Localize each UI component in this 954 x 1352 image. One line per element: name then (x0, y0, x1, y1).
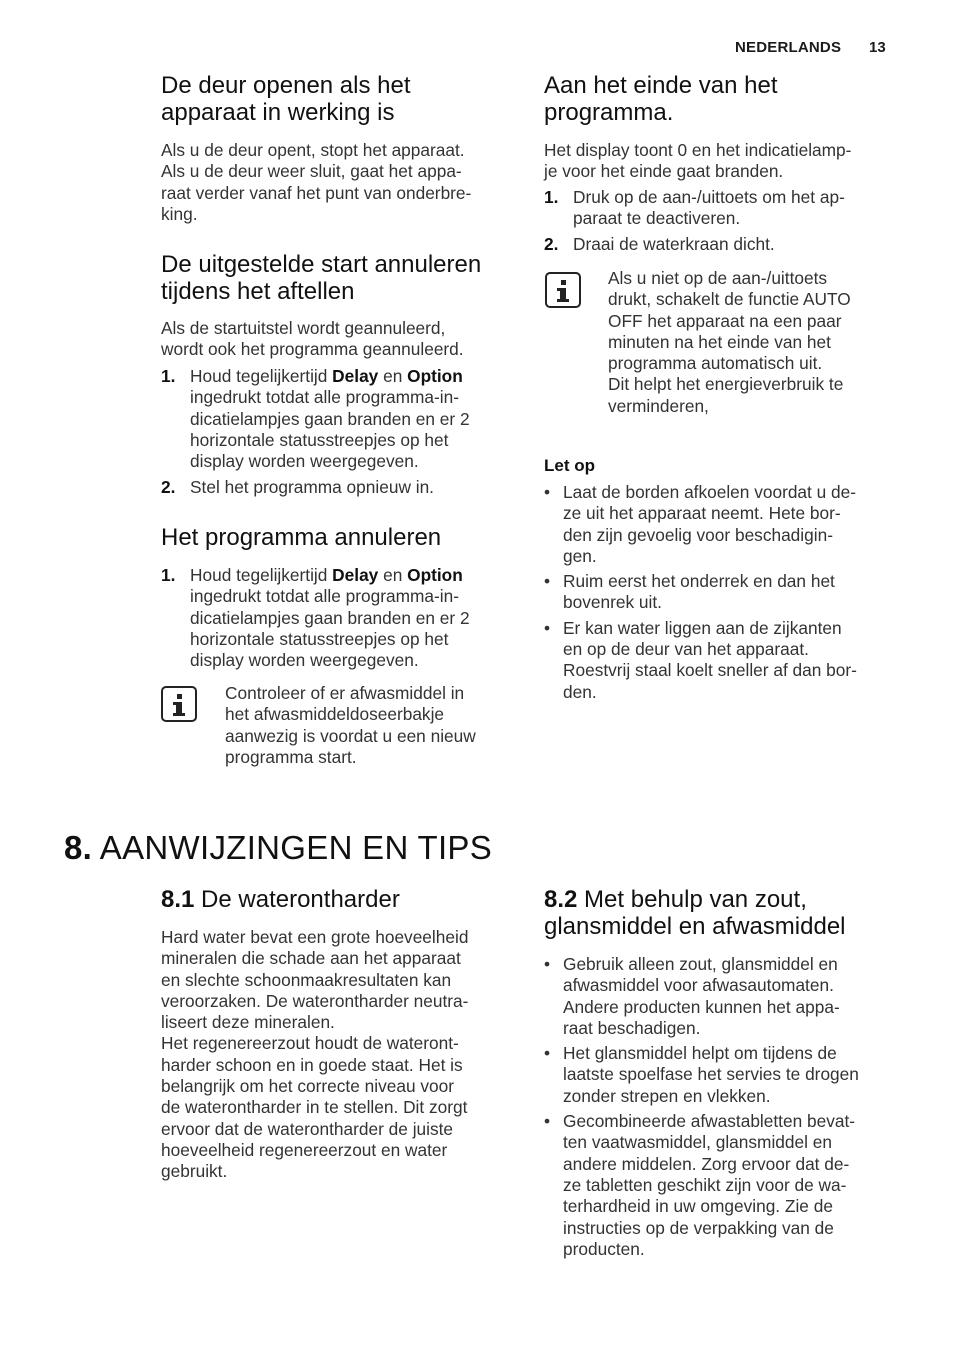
note-auto-off: Als u niet op de aan-/uittoets drukt, schakelt de functie AUTO OFF het apparaat na een paar minuten na het einde van het programma automatisch uit. Dit helpt het energieverbruik te verminderen, (608, 268, 851, 416)
option-key-label: Option (407, 565, 463, 585)
list-item: 1. Druk op de aan-/uittoets om het ap- paraat te deactiveren. (544, 187, 845, 229)
list-item: • Gecombineerde afwastabletten bevat- ten vaatwasmiddel, glansmiddel en andere middelen. Zorg ervoor dat de- ze tabletten geschikt zijn voor de wa- terhardheid in uw omgeving. Zie de instructies op de verpakking van de producten. (544, 1111, 856, 1259)
list-item: • Het glansmiddel helpt om tijdens de laatste spoelfase het servies te drogen zonder strepen en vlekken. (544, 1043, 859, 1106)
caution-list (544, 482, 857, 703)
section-title-door-open: De deur openen als het apparaat in werking is (161, 72, 411, 126)
delay-key-label: Delay (332, 366, 379, 386)
section-title-end-of-program: Aan het einde van het programma. (544, 72, 778, 126)
section-title-cancel-program: Het programma annuleren (161, 524, 442, 551)
section-intro-cancel-delay: Als de startuitstel wordt geannuleerd, wordt ook het programma geannuleerd. (161, 318, 464, 360)
steps-end-of-program (544, 187, 845, 255)
list-item: 2. Draai de waterkraan dicht. (544, 233, 775, 254)
list-item: • Laat de borden afkoelen voordat u de- ze uit het apparaat neemt. Hete bor- den zijn gevoelig voor beschadigin- gen. (544, 482, 857, 566)
section-title-cancel-delay: De uitgestelde start annuleren tijdens het aftellen (161, 251, 482, 305)
option-key-label: Option (407, 366, 463, 386)
steps-cancel-program (161, 565, 470, 671)
section-title-salt-rinse-detergent: 8.2 Met behulp van zout, glansmiddel en afwasmiddel (544, 886, 846, 940)
section-body-water-softener: Hard water bevat een grote hoeveelheid mineralen die schade aan het apparaat en slechte schoonmaakresultaten kan veroorzaken. De waterontharder neutra- liseert deze mineralen. Het regenereerzout houdt de wateront- harder schoon en in goede staat. Het is belangrijk om het correcte niveau voor de waterontharder in te stellen. Dit zorgt ervoor dat de waterontharder de juiste hoeveelheid regenereerzout en water gebruikt. (161, 927, 469, 1182)
delay-key-label: Delay (332, 565, 379, 585)
info-icon (545, 272, 581, 308)
note-detergent-check: Controleer of er afwasmiddel in het afwasmiddeldoseerbakje aanwezig is voordat u een nieuw programma start. (225, 683, 476, 767)
list-item: • Gebruik alleen zout, glansmiddel en afwasmiddel voor afwasautomaten. Andere producten kunnen het appa- raat beschadigen. (544, 954, 840, 1038)
list-item: 2. Stel het programma opnieuw in. (161, 477, 434, 498)
chapter-title: 8. AANWIJZINGEN EN TIPS (64, 829, 493, 866)
section-intro-end-of-program: Het display toont 0 en het indicatielamp- je voor het einde gaat branden. (544, 140, 852, 182)
header-language: NEDERLANDS (735, 39, 842, 56)
list-item: 1. Houd tegelijkertijd Delay en Option ingedrukt totdat alle programma-in- dicatielampjes gaan branden en er 2 horizontale statusstreepjes op het display worden weergegeven. (161, 366, 470, 472)
list-item: • Ruim eerst het onderrek en dan het bovenrek uit. (544, 571, 835, 613)
page-number: 13 (869, 39, 886, 56)
caution-label: Let op (544, 456, 595, 475)
section-title-water-softener: 8.1 De waterontharder (161, 886, 400, 913)
info-icon (161, 686, 197, 722)
salt-rinse-detergent-list (544, 954, 859, 1260)
section-body-door-open: Als u de deur opent, stopt het apparaat. Als u de deur weer sluit, gaat het appa- raat verder vanaf het punt van onderbre- king. (161, 140, 472, 224)
list-item: • Er kan water liggen aan de zijkanten en op de deur van het apparaat. Roestvrij staal koelt sneller af dan bor- den. (544, 617, 857, 702)
list-item: 1. Houd tegelijkertijd Delay en Option ingedrukt totdat alle programma-in- dicatielampjes gaan branden en er 2 horizontale statusstreepjes op het display worden weergegeven. (161, 565, 470, 671)
steps-cancel-delay (161, 366, 470, 499)
